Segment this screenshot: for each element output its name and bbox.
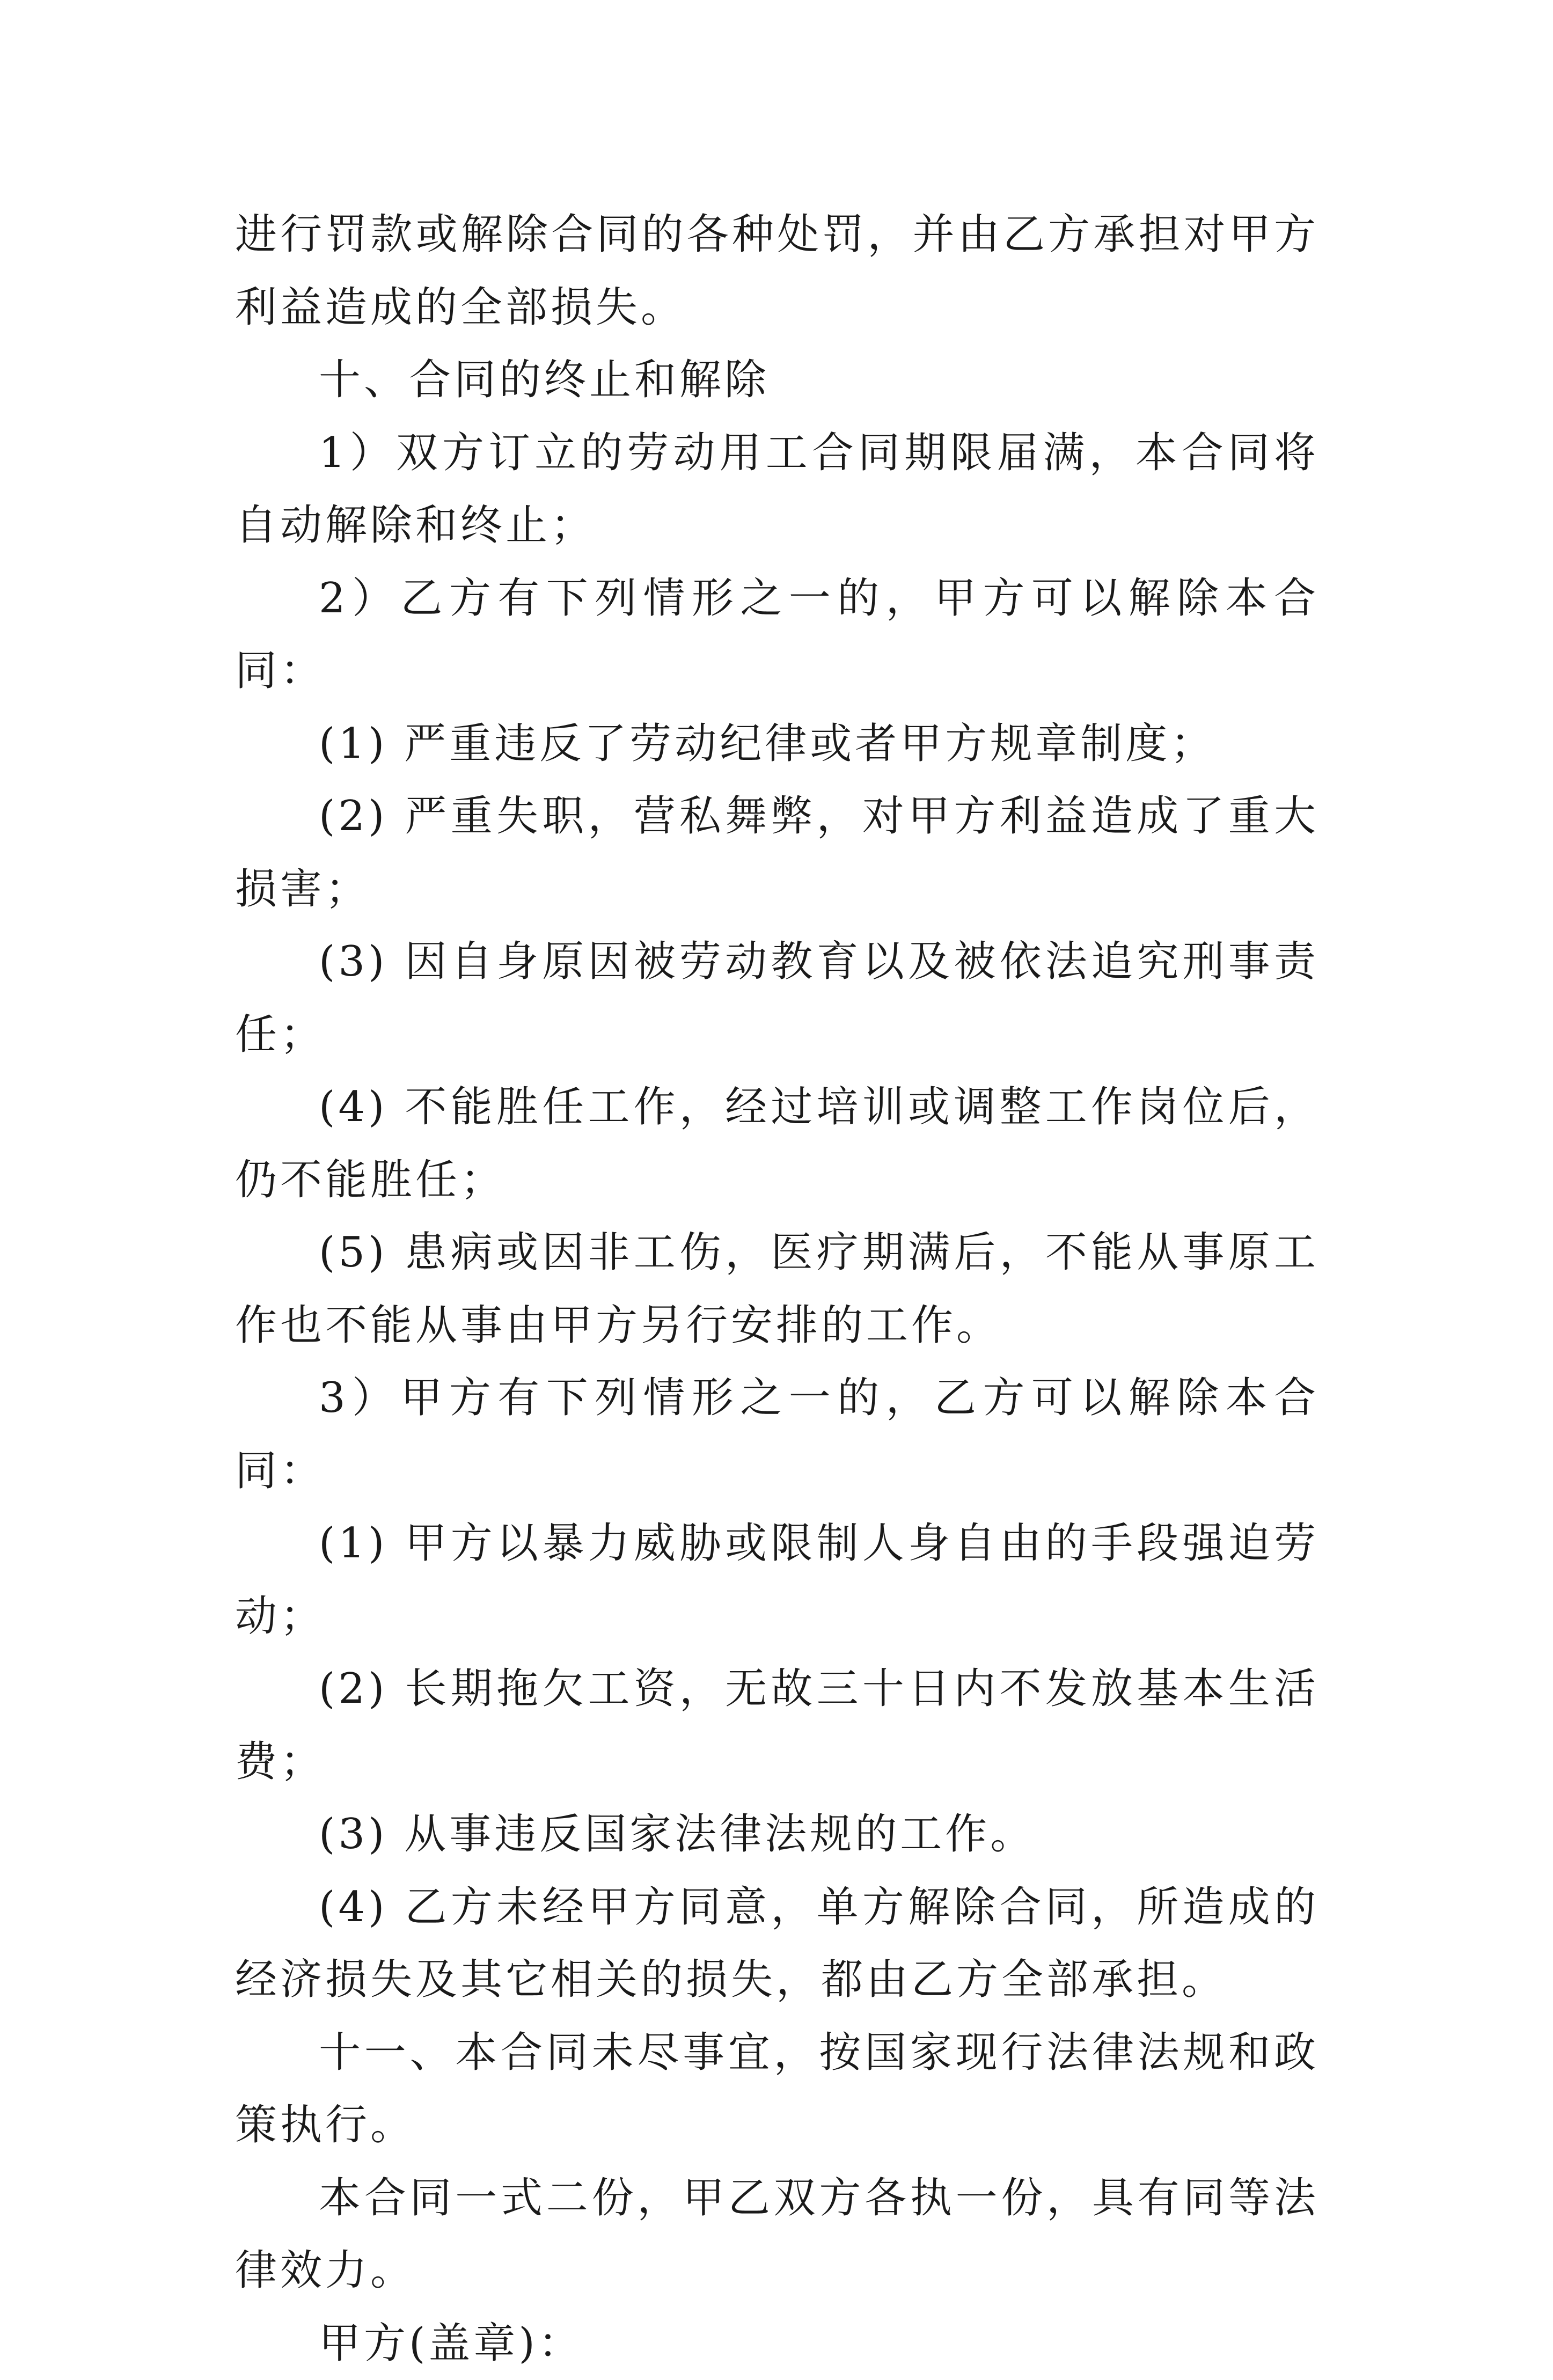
clause-2-item-2: (2) 严重失职，营私舞弊，对甲方利益造成了重大损害； <box>235 780 1319 926</box>
clause-3-item-2: (2) 长期拖欠工资，无故三十日内不发放基本生活费； <box>235 1653 1319 1798</box>
clause-2-item-5: (5) 患病或因非工伤，医疗期满后，不能从事原工作也不能从事由甲方另行安排的工作。 <box>235 1217 1319 1362</box>
clause-2-item-3: (3) 因自身原因被劳动教育以及被依法追究刑事责任； <box>235 926 1319 1071</box>
clause-3-employee-termination: 3）甲方有下列情形之一的，乙方可以解除本合同： <box>235 1362 1319 1507</box>
section-heading-termination: 十、合同的终止和解除 <box>235 344 1319 417</box>
clause-3-item-1: (1) 甲方以暴力威胁或限制人身自由的手段强迫劳动； <box>235 1507 1319 1653</box>
party-a-seal-label: 甲方(盖章)： <box>235 2308 1319 2380</box>
clause-2-item-1: (1) 严重违反了劳动纪律或者甲方规章制度； <box>235 708 1319 781</box>
paragraph-continuation: 进行罚款或解除合同的各种处罚，并由乙方承担对甲方利益造成的全部损失。 <box>235 199 1319 344</box>
clause-2-employer-termination: 2）乙方有下列情形之一的，甲方可以解除本合同： <box>235 562 1319 708</box>
clause-1-expiry: 1）双方订立的劳动用工合同期限届满，本合同将自动解除和终止； <box>235 417 1319 562</box>
clause-3-item-3: (3) 从事违反国家法律法规的工作。 <box>235 1798 1319 1871</box>
document-body <box>235 199 1319 2380</box>
copies-statement: 本合同一式二份，甲乙双方各执一份，具有同等法律效力。 <box>235 2162 1319 2308</box>
clause-3-item-4: (4) 乙方未经甲方同意，单方解除合同，所造成的经济损失及其它相关的损失，都由乙方全部承担。 <box>235 1871 1319 2017</box>
section-eleven: 十一、本合同未尽事宜，按国家现行法律法规和政策执行。 <box>235 2017 1319 2162</box>
clause-2-item-4: (4) 不能胜任工作，经过培训或调整工作岗位后，仍不能胜任； <box>235 1071 1319 1217</box>
